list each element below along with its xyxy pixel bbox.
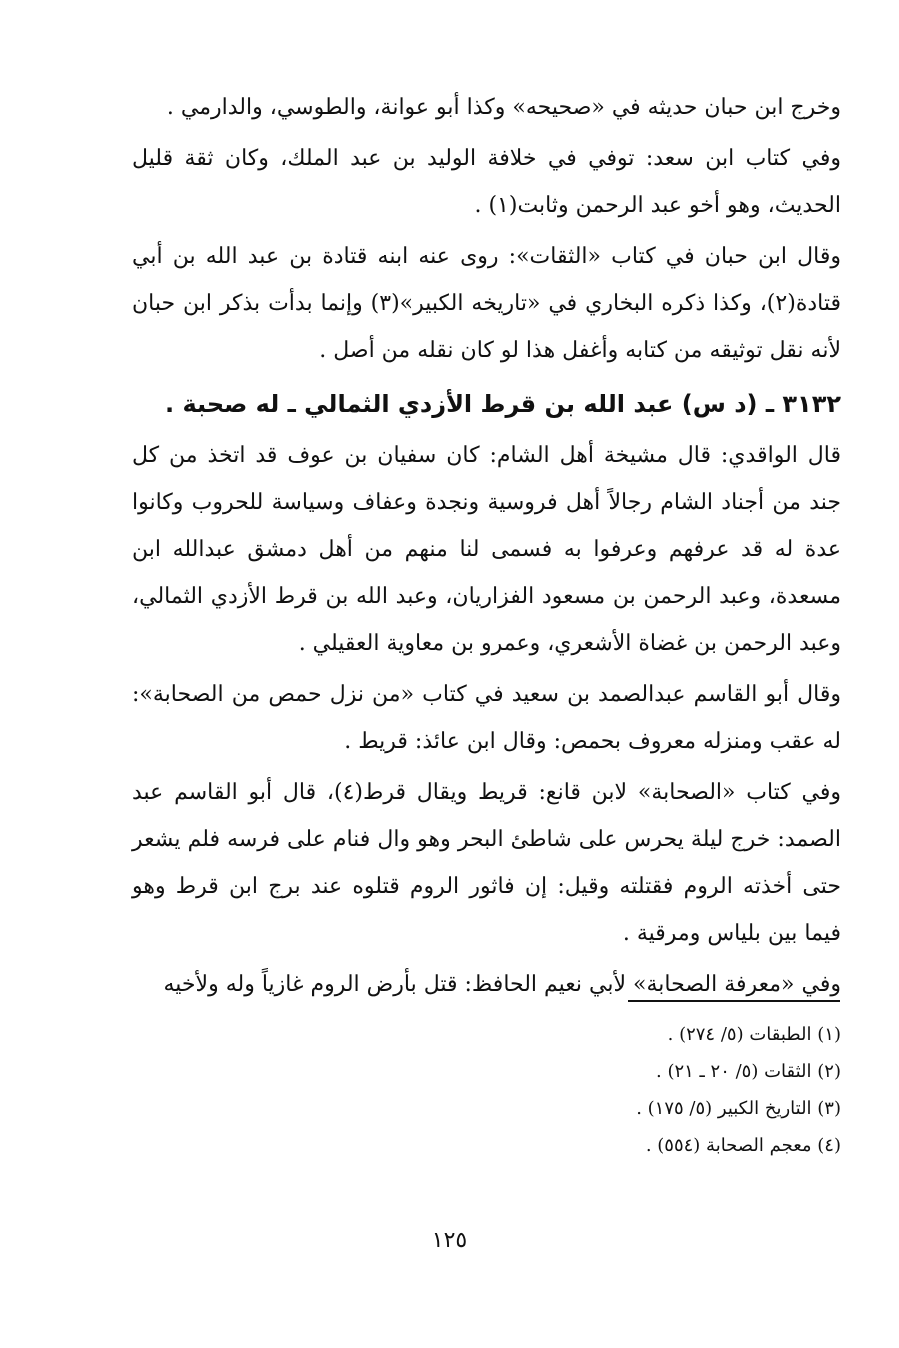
paragraph-5: وقال أبو القاسم عبدالصمد بن سعيد في كتاب «من نزل حمص من الصحابة»: له عقب ومنزله معروف بحمص: وقال ابن عائذ: قريط . — [132, 682, 841, 754]
paragraph-7: وفي «معرفة الصحابة» لأبي نعيم الحافظ: قتل بأرض الروم غازياً وله ولأخيه — [163, 972, 841, 997]
entry-heading: ٣١٣٢ ـ (د س) عبد الله بن قرط الأزدي الثمالي ـ له صحبة . — [165, 390, 841, 418]
paragraph-1: وخرج ابن حبان حديثه في «صحيحه» وكذا أبو عوانة، والطوسي، والدارمي . — [166, 95, 841, 120]
paragraph-4: قال الواقدي: قال مشيخة أهل الشام: كان سفيان بن عوف قد اتخذ من كل جند من أجناد الشام رجالاً أهل فروسية ونجدة وعفاف وسياسة للحروب وكانوا عدة له قد عرفهم وعرفوا به فسمى لنا منهم من أهل دمشق عبدالله ابن مسعدة، وعبد الرحمن بن مسعود الفزاريان، وعبد الله بن قرط الأزدي الثمالي، وعبد الرحمن بن غضاة الأشعري، وعمرو بن معاوية العقيلي . — [132, 443, 841, 656]
footnote-1: (١) الطبقات (٥/ ٢٧٤) . — [667, 1024, 841, 1045]
footnote-2: (٢) الثقات (٥/ ٢٠ ـ ٢١) . — [656, 1061, 841, 1082]
paragraph-6: وفي كتاب «الصحابة» لابن قانع: قريط ويقال قرط(٤)، قال أبو القاسم عبد الصمد: خرج ليلة يحرس على شاطئ البحر وهو وال فنام على فرسه فلم يشعر حتى أخذته الروم فقتلته وقيل: إن فاثور الروم قتلوه عند برج ابن قرط وهو فيما بين بلياس ومرقية . — [132, 780, 842, 946]
main-text — [132, 84, 841, 1012]
footnote-4: (٤) معجم الصحابة (٥٥٤) . — [645, 1135, 841, 1156]
paragraph-3: وقال ابن حبان في كتاب «الثقات»: روى عنه ابنه قتادة بن عبد الله بن أبي قتادة(٢)، وكذا ذكره البخاري في «تاريخه الكبير»(٣) وإنما بدأت بذكر ابن حبان لأنه نقل توثيقه من كتابه وأغفل هذا لو كان نقله من أصل . — [132, 244, 841, 363]
page-number: ١٢٥ — [431, 1228, 468, 1253]
footnote-divider — [628, 1000, 840, 1002]
footnotes — [132, 1016, 841, 1164]
paragraph-2: وفي كتاب ابن سعد: توفي في خلافة الوليد بن عبد الملك، وكان ثقة قليل الحديث، وهو أخو عبد الرحمن وثابت(١) . — [132, 146, 841, 218]
footnote-3: (٣) التاريخ الكبير (٥/ ١٧٥) . — [636, 1098, 841, 1119]
